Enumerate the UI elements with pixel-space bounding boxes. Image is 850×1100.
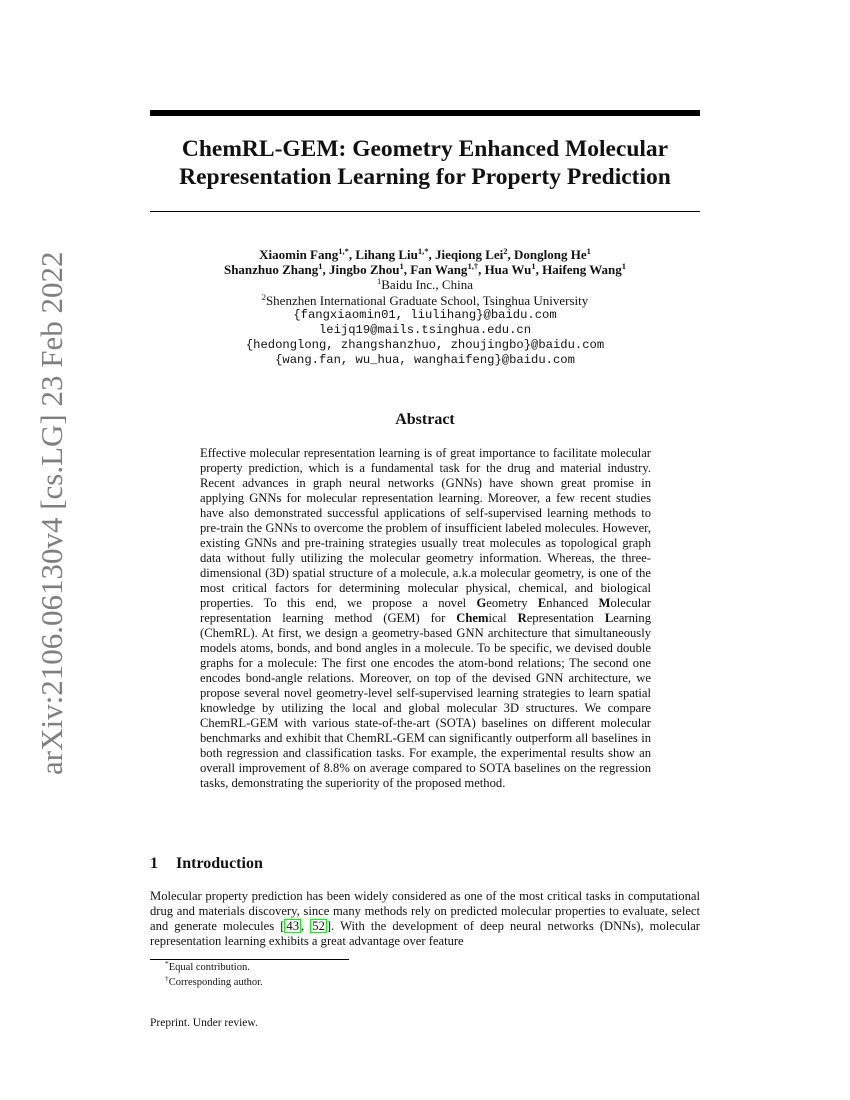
acronym-letter: R bbox=[517, 611, 527, 625]
acronym-rest: eometry bbox=[486, 596, 538, 610]
affiliation-2-text: Shenzhen International Graduate School, Tsinghua University bbox=[265, 292, 589, 308]
abstract-body bbox=[200, 446, 651, 791]
acronym-letter: Chem bbox=[456, 611, 489, 625]
citation-link[interactable]: 52 bbox=[312, 919, 325, 933]
footnote-mark: † bbox=[165, 974, 169, 983]
email-line: leijq19@mails.tsinghua.edu.cn bbox=[318, 323, 532, 338]
section-number: 1 bbox=[150, 855, 158, 872]
preprint-note: Preprint. Under review. bbox=[150, 1017, 258, 1029]
intro-text-part-1: Molecular property prediction has been widely considered as one of the most critical tasks in computational drug and materials discovery, since many methods rely on predicted molecular properties to evaluate, select and generate molecules bbox=[150, 889, 700, 933]
abstract-heading: Abstract bbox=[395, 411, 455, 428]
intro-text-part-2: . With the development of deep neural networks (DNNs), molecular representation learning exhibits a great advantage over feature bbox=[150, 919, 700, 948]
affiliation-2 bbox=[150, 293, 700, 308]
section-title: Introduction bbox=[176, 855, 263, 872]
author-name: Hua Wu bbox=[484, 262, 532, 278]
author-name: Haifeng Wang bbox=[542, 262, 622, 278]
author-affiliation-mark: 2 bbox=[503, 246, 508, 256]
author-affiliation-mark: 1,* bbox=[338, 246, 349, 256]
title-bottom-rule bbox=[150, 211, 700, 212]
author-name: Jingbo Zhou bbox=[329, 262, 400, 278]
author-name: Shanzhuo Zhang bbox=[223, 262, 319, 278]
author-affiliation-mark: 1 bbox=[586, 246, 591, 256]
acronym-rest: earning (ChemRL). bbox=[200, 611, 651, 640]
affiliation-1 bbox=[150, 277, 700, 292]
abstract-text-part-1: Effective molecular representation learning is of great importance to facilitate molecular property prediction, which is a fundamental task for the drug and material industry. Recent advances in graph neural networks (GNNs) have shown great promise in applying GNNs for molecular representation learning. Moreover, a few recent studies have also demonstrated successful applications of self-supervised learning methods to pre-train the GNNs to overcome the problem of insufficient labeled molecules. However, existing GNNs and pre-training strategies usually treat molecules as topological graph data without fully utilizing the molecular geometry information. Whereas, the three-dimensional (3D) spatial structure of a molecule, a.k.a molecular geometry, is one of the most critical factors for determining molecular physical, chemical, and biological properties. To this end, we propose a novel bbox=[200, 446, 651, 610]
author-affiliation-mark: 1,* bbox=[417, 246, 429, 256]
email-line: {wang.fan, wu_hua, wanghaifeng}@baidu.com bbox=[275, 353, 575, 368]
footnote-mark: * bbox=[165, 959, 169, 968]
acronym-rest: epresentation bbox=[526, 611, 605, 625]
title-line-2: Representation Learning for Property Prediction bbox=[179, 164, 671, 190]
email-line: {fangxiaomin01, liulihang}@baidu.com bbox=[293, 307, 557, 322]
acronym-rest: olecular representation learning method (GEM) for bbox=[200, 596, 651, 625]
author-name: Jieqiong Lei bbox=[435, 247, 504, 262]
acronym-letter: E bbox=[537, 596, 547, 610]
acronym-letter: M bbox=[598, 596, 611, 610]
acronym-rest: ical bbox=[488, 611, 518, 625]
acronym-letter: G bbox=[476, 596, 487, 610]
footnote-text: Corresponding author. bbox=[168, 977, 263, 988]
acronym-letter: L bbox=[604, 611, 614, 625]
footnote-corresponding-author bbox=[165, 974, 565, 989]
affiliation-2-mark: 2 bbox=[261, 291, 266, 302]
section-heading-introduction bbox=[150, 855, 700, 873]
author-affiliation-mark: 1 bbox=[531, 261, 536, 272]
author-affiliation-mark: 1 bbox=[318, 261, 323, 272]
author-names-line-1: Xiaomin Fang$^{1,*}$, Lihang Liu$^{1,*}$, Jieqiong Lei$^2$, Donglong He$^1$ bbox=[259, 246, 591, 262]
footnote-text: Equal contribution. bbox=[168, 962, 250, 973]
paper-title bbox=[150, 135, 700, 191]
affiliation-1-mark: 1 bbox=[377, 276, 382, 287]
title-top-rule bbox=[150, 110, 700, 116]
email-line: {hedonglong, zhangshanzhuo, zhoujingbo}@baidu.com bbox=[245, 338, 605, 353]
footnote-equal-contribution bbox=[165, 959, 565, 974]
introduction-body: Molecular property prediction has been widely considered as one of the most critical tasks in computational drug and materials discovery, since many methods rely on predicted molecular properties to evaluate, select and generate molecules [ 43 , 52 ]. With the development of deep neural networks (DNNs), molecular representation learning exhibits a great advantage over feature bbox=[150, 889, 700, 948]
author-affiliation-mark: 1 bbox=[399, 261, 404, 272]
abstract-text-part-2: At first, we design a geometry-based GNN architecture that simultaneously models atoms, bonds, and bond angles in a molecule. To be specific, we devised double graphs for a molecule: The first one encodes the atom-bond relations; The second one encodes bond-angle relations. Moreover, on top of the devised GNN architecture, we propose several novel geometry-level self-supervised learning strategies to learn spatial knowledge by utilizing the local and global molecular 3D structures. We compare ChemRL-GEM with various state-of-the-art (SOTA) baselines on different molecular benchmarks and exhibit that ChemRL-GEM can significantly outperform all baselines in both regression and classification tasks. For example, the experimental results show an overall improvement of 8.8% on average compared to SOTA baselines on the regression tasks, demonstrating the superiority of the proposed method. bbox=[200, 626, 651, 790]
arxiv-identifier: arXiv:2106.06130v4 [cs.LG] 23 Feb 2022 bbox=[34, 251, 69, 775]
author-name: Lihang Liu bbox=[355, 247, 418, 262]
author-block bbox=[150, 247, 700, 369]
title-line-1: ChemRL-GEM: Geometry Enhanced Molecular bbox=[181, 136, 669, 162]
acronym-rest: nhanced bbox=[546, 596, 599, 610]
affiliation-1-text: Baidu Inc., China bbox=[381, 277, 473, 293]
author-name: Fan Wang bbox=[410, 262, 468, 278]
author-name: Xiaomin Fang bbox=[259, 247, 339, 262]
citation-link[interactable]: 43 bbox=[286, 919, 299, 933]
author-name: Donglong He bbox=[514, 247, 587, 262]
author-names-line-2: Shanzhuo Zhang$^1$, Jingbo Zhou$^1$, Fan Wang$^{1,\dagger}$, Hua Wu$^1$, Haifeng Wang$^1$ bbox=[223, 261, 627, 278]
footnote-rule bbox=[150, 959, 349, 960]
author-affiliation-mark: 1,† bbox=[467, 261, 479, 272]
author-affiliation-mark: 1 bbox=[621, 261, 627, 272]
